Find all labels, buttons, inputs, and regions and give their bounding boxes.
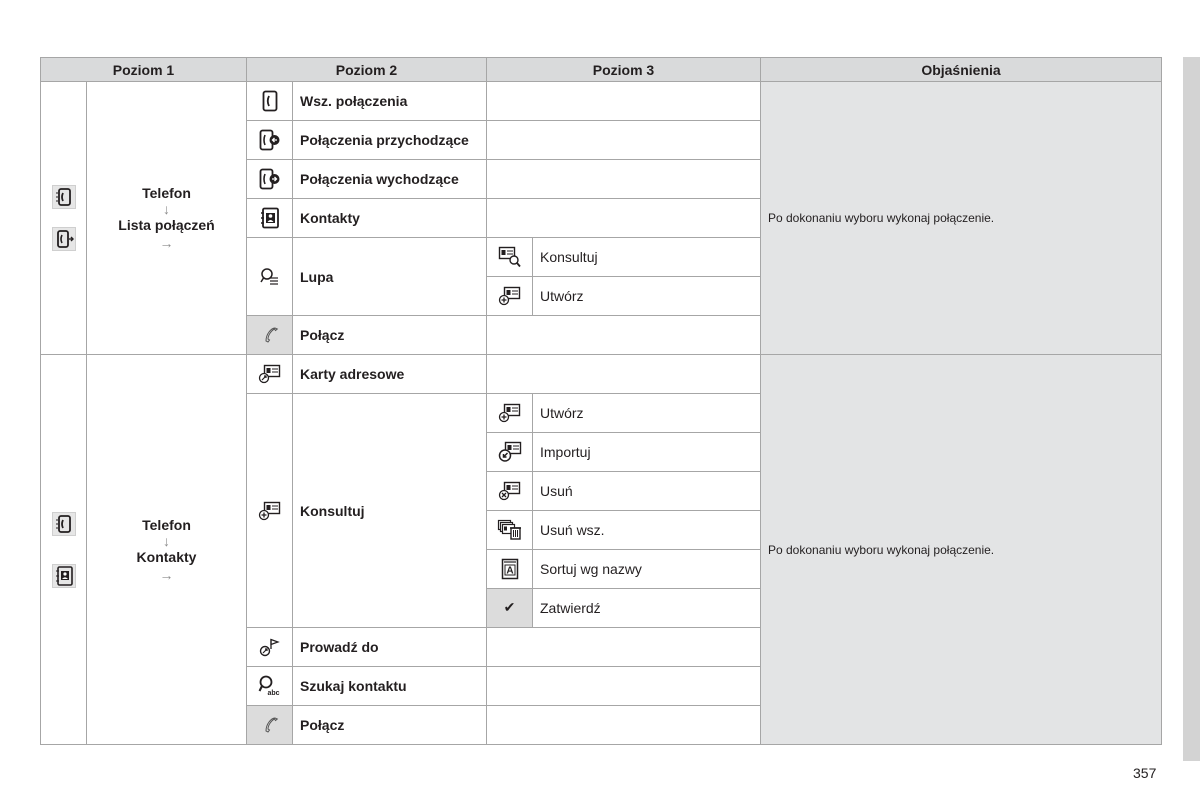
menu-item-import[interactable]: Importuj: [533, 433, 761, 472]
page-number: 357: [1133, 765, 1157, 781]
handset-icon: [247, 316, 293, 355]
menu-item-create[interactable]: Utwórz: [533, 394, 761, 433]
svg-text:abc: abc: [266, 690, 280, 697]
consult-card-icon: [247, 394, 293, 628]
menu-table: [40, 57, 1162, 745]
menu-item-confirm[interactable]: Zatwierdź: [533, 589, 761, 628]
table-row: [41, 82, 1162, 121]
menu-item-consult[interactable]: Konsultuj: [533, 238, 761, 277]
level1-title: Telefon: [142, 516, 191, 533]
menu-item-magnifier[interactable]: Lupa: [293, 238, 487, 316]
navigate-flag-icon: [247, 628, 293, 667]
contacts-book-icon: [247, 199, 293, 238]
empty-cell: [487, 667, 761, 706]
menu-item-call[interactable]: Połącz: [293, 316, 487, 355]
sort-by-name-icon: [487, 550, 533, 589]
call-log-icon: [52, 227, 76, 251]
delete-all-icon: [487, 511, 533, 550]
all-calls-icon: [247, 82, 293, 121]
header-level2: Poziom 2: [247, 58, 487, 82]
level1-icons-contacts: [41, 355, 87, 745]
empty-cell: [487, 355, 761, 394]
table-row: [41, 355, 1162, 394]
level1-path-calllog: [87, 82, 247, 355]
header-level1: Poziom 1: [41, 58, 247, 82]
header-level3: Poziom 3: [487, 58, 761, 82]
empty-cell: [487, 160, 761, 199]
delete-card-icon: [487, 472, 533, 511]
contacts-book-icon: [52, 564, 76, 588]
level1-icons-calllog: [41, 82, 87, 355]
handset-icon: [247, 706, 293, 745]
menu-item-sort-by-name[interactable]: Sortuj wg nazwy: [533, 550, 761, 589]
empty-cell: [487, 706, 761, 745]
empty-cell: [487, 82, 761, 121]
menu-item-incoming[interactable]: Połączenia przychodzące: [293, 121, 487, 160]
arrow-down-icon: ↓: [163, 532, 170, 549]
menu-item-address-cards[interactable]: Karty adresowe: [293, 355, 487, 394]
explanation-calllog: Po dokonaniu wyboru wykonaj połączenie.: [761, 82, 1162, 355]
incoming-calls-icon: [247, 121, 293, 160]
arrow-right-icon: →: [159, 566, 174, 583]
svg-text:A: A: [505, 565, 514, 577]
level1-subtitle: Kontakty: [136, 548, 197, 565]
search-abc-icon: [247, 667, 293, 706]
menu-item-all-calls[interactable]: Wsz. połączenia: [293, 82, 487, 121]
menu-item-contacts[interactable]: Kontakty: [293, 199, 487, 238]
menu-item-navigate-to[interactable]: Prowadź do: [293, 628, 487, 667]
import-card-icon: [487, 433, 533, 472]
menu-item-call[interactable]: Połącz: [293, 706, 487, 745]
create-card-icon: [487, 394, 533, 433]
address-cards-icon: [247, 355, 293, 394]
menu-item-delete[interactable]: Usuń: [533, 472, 761, 511]
menu-item-consult[interactable]: Konsultuj: [293, 394, 487, 628]
section-side-tab: [1183, 57, 1200, 761]
level1-subtitle: Lista połączeń: [118, 217, 215, 233]
consult-icon: [487, 238, 533, 277]
outgoing-calls-icon: [247, 160, 293, 199]
level1-title: Telefon: [142, 185, 191, 201]
empty-cell: [487, 628, 761, 667]
menu-item-delete-all[interactable]: Usuń wsz.: [533, 511, 761, 550]
phone-menu-icon: [52, 185, 76, 209]
arrow-right-icon: →: [159, 235, 174, 251]
explanation-contacts: Po dokonaniu wyboru wykonaj połączenie.: [761, 355, 1162, 745]
menu-item-outgoing[interactable]: Połączenia wychodzące: [293, 160, 487, 199]
table-header-row: [41, 58, 1162, 82]
phone-menu-icon: [52, 512, 76, 536]
magnifier-list-icon: [247, 238, 293, 316]
level1-path-contacts: [87, 355, 247, 745]
menu-item-create[interactable]: Utwórz: [533, 277, 761, 316]
empty-cell: [487, 121, 761, 160]
checkmark-icon: ✔: [487, 589, 533, 628]
arrow-down-icon: ↓: [163, 201, 170, 217]
header-explanation: Objaśnienia: [761, 58, 1162, 82]
menu-item-search-contact[interactable]: Szukaj kontaktu: [293, 667, 487, 706]
empty-cell: [487, 199, 761, 238]
empty-cell: [487, 316, 761, 355]
create-card-icon: [487, 277, 533, 316]
